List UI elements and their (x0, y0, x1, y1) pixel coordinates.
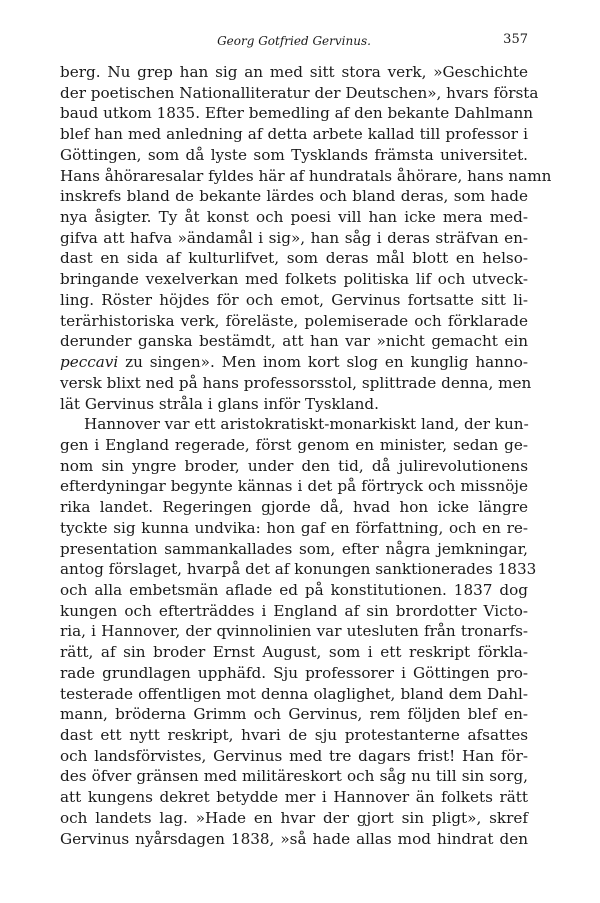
text-line: ling. Röster höjdes för och emot, Gervinus fortsatte sitt li- (60, 290, 528, 309)
text-line: der poetischen Nationalliteratur der Deutschen», hvars första (60, 83, 539, 102)
text-line: och landsförvistes, Gervinus med tre dagars frist! Han för- (60, 746, 528, 765)
paragraph-start-line: Hannover var ett aristokratiskt-monarkiskt land, der kun- (84, 415, 529, 434)
text-line: kungen och efterträddes i England af sin brordotter Victo- (60, 601, 528, 620)
text-line: versk blixt ned på hans professorsstol, splittrade denna, men (60, 373, 532, 392)
text-line: inskrefs bland de bekante lärdes och bland deras, som hade (60, 187, 528, 206)
text-line: nya åsigter. Ty åt konst och poesi vill han icke mera med- (60, 208, 528, 227)
text-line: baud utkom 1835. Efter bemedling af den bekante Dahlmann (60, 104, 534, 123)
text-line: och landets lag. »Hade en hvar der gjort sin pligt», skref (60, 808, 528, 827)
text-line: bringande vexelverkan med folkets politiska lif och utveck- (60, 270, 528, 289)
text-line: derunder ganska bestämdt, att han var »nicht gemacht ein (60, 332, 528, 351)
text-line: tyckte sig kunna undvika: hon gaf en författning, och en re- (60, 518, 528, 537)
body-text (60, 62, 552, 849)
text-line: ria, i Hannover, der qvinnolinien var utesluten från tronarfs- (60, 622, 528, 641)
text-line: dast en sida af kulturlifvet, som deras mål blott en helso- (60, 249, 528, 268)
text-line: presentation sammankallades som, efter några jemkningar, (60, 539, 528, 558)
text-line: gifva att hafva »ändamål i sig», han såg i deras sträfvan en- (60, 228, 528, 247)
text-line: rade grundlagen upphäfd. Sju professorer i Göttingen pro- (60, 663, 528, 682)
text-line: Göttingen, som då lyste som Tysklands främsta universitet. (60, 145, 528, 164)
text-line: Gervinus nyårsdagen 1838, »så hade allas mod hindrat den (60, 829, 528, 848)
text-line: och alla embetsmän aflade ed på konstitutionen. 1837 dog (60, 580, 528, 599)
text-line: blef han med anledning af detta arbete kallad till professor i (60, 125, 528, 144)
text-line: testerade offentligen mot denna olaglighet, bland dem Dahl- (60, 684, 528, 703)
text-line: rika landet. Regeringen gjorde då, hvad hon icke längre (60, 498, 528, 517)
text-line: antog förslaget, hvarpå det af konungen sanktionerades 1833 (60, 560, 537, 579)
text-line: gen i England regerade, först genom en minister, sedan ge- (60, 435, 528, 454)
text-line: nom sin yngre broder, under den tid, då julirevolutionens (60, 456, 528, 475)
text-line: mann, bröderna Grimm och Gervinus, rem följden blef en- (60, 705, 528, 724)
text-line: dast ett nytt reskript, hvari de sju protestanterne afsattes (60, 726, 528, 744)
page-number: 357 (503, 32, 528, 47)
paragraph-end-line: lät Gervinus stråla i glans inför Tyskland. (60, 394, 379, 413)
text-line: att kungens dekret betydde mer i Hannover än folkets rätt (60, 788, 528, 807)
text-line: Hans åhöraresalar fyldes här af hundratals åhörare, hans namn (60, 166, 552, 185)
text-line: efterdyningar begynte kännas i det på förtryck och missnöje (60, 477, 528, 496)
text-line: berg. Nu grep han sig an med sitt stora verk, »Geschichte (60, 63, 528, 81)
text-line: peccavi zu singen». Men inom kort slog en kunglig hanno- (60, 353, 528, 372)
text-line: rätt, af sin broder Ernst August, som i ett reskript förkla- (60, 643, 528, 662)
page-header (60, 28, 528, 52)
text-line: terärhistoriska verk, föreläste, polemiserade och förklarade (60, 311, 528, 330)
running-title: Georg Gotfried Gervinus. (217, 34, 371, 48)
text-line: des öfver gränsen med militäreskort och såg nu till sin sorg, (60, 767, 528, 786)
